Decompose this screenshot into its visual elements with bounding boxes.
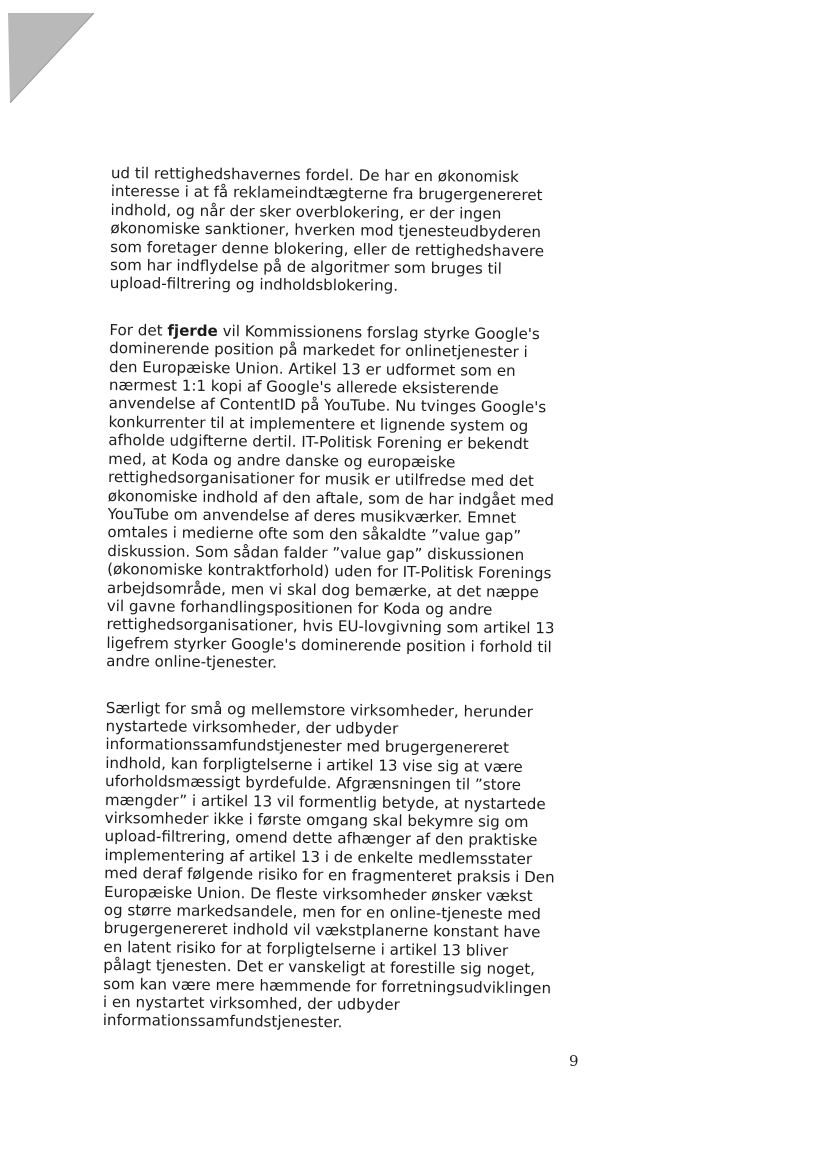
text-line: informationssamfundstjenester med brugergenereret — [105, 735, 509, 758]
text-line: indhold, og når der sker overblokering, er der ingen — [110, 200, 502, 223]
text-line: som kan være mere hæmmende for forretningsudviklingen — [103, 974, 552, 997]
text-line: implementering af artikel 13 i de enkelte medlemsstater — [104, 845, 533, 868]
text-line: den Europæiske Union. Artikel 13 er udformet som en — [108, 357, 516, 380]
text-line: som har indflydelse på de algoritmer som bruges til — [109, 256, 502, 278]
text-line: rettighedsorganisationer, hvis EU-lovgivning som artikel 13 — [106, 615, 555, 638]
text-line: med, at Koda og andre danske og europæiske — [108, 449, 456, 472]
text-line: virksomheder ikke i første omgang skal bekymre sig om — [104, 808, 529, 832]
text-line: rettighedsorganisationer for musik er utilfredse med det — [107, 468, 534, 491]
page-fold-corner — [8, 13, 94, 103]
text-line: interesse i at få reklameindtægterne fra brugergenereret — [110, 182, 543, 205]
text-line: dominerende position på markedet for onlinetjenester i — [109, 339, 528, 362]
text-line: konkurrenter til at implementere et lignende system og — [108, 412, 529, 435]
text-line: Særligt for små og mellemstore virksomheder, herunder — [105, 698, 533, 721]
text-run: For det — [109, 320, 168, 340]
paragraph-3 — [103, 699, 588, 1035]
text-line: vil gavne forhandlingspositionen for Koda og andre — [106, 596, 493, 619]
text-line: andre online-tjenester. — [106, 652, 278, 672]
text-line: som foretager denne blokering, eller de rettighedshavere — [110, 237, 545, 260]
text-line: uforholdsmæssigt byrdefulde. Afgrænsningen til ”store — [104, 772, 522, 795]
text-line: nystartede virksomheder, der udbyder — [105, 716, 399, 738]
page-number: 9 — [569, 1052, 579, 1070]
text-line: indhold, kan forpligtelserne i artikel 13 vise sig at være — [105, 753, 523, 776]
text-line: i en nystartet virksomhed, der udbyder — [102, 993, 400, 1014]
text-line: ligefrem styrker Google's dominerende position i forhold til — [106, 633, 552, 657]
text-line: pålagt tjenesten. Det er vanskeligt at forestille sig noget, — [103, 956, 536, 979]
text-line: upload-filtrering, omend dette afhænger af den praktiske — [104, 827, 538, 850]
emphasis-fjerde: fjerde — [167, 321, 218, 340]
paragraph-1 — [110, 164, 593, 297]
text-line: økonomiske indhold af den aftale, som de har indgået med — [107, 486, 555, 509]
text-line: med deraf følgende risiko for en fragmenteret praksis i Den — [104, 864, 555, 887]
text-line: brugergenereret indhold vil vækstplanerne konstant have — [103, 919, 541, 942]
text-line: (økonomiske kontraktforhold) uden for IT-Politisk Forenings — [107, 560, 552, 583]
text-line: mængder” i artikel 13 vil formentlig betyde, at nystartede — [104, 790, 546, 813]
text-line: økonomiske sanktioner, hverken mod tjenesteudbyderen — [110, 219, 542, 242]
text-line: og større markedsandele, men for en online-tjeneste med — [103, 900, 542, 924]
text-line: YouTube om anvendelse af deres musikværker. Emnet — [107, 504, 517, 527]
text-line: arbejdsområde, men vi skal dog bemærke, at det næppe — [106, 578, 539, 601]
text-line: upload-filtrering og indholdsblokering. — [109, 274, 399, 296]
text-line: diskussion. Som sådan falder ”value gap” diskussionen — [107, 541, 525, 564]
text-line: Europæiske Union. De fleste virksomheder ønsker vækst — [103, 882, 533, 905]
text-run: vil Kommissionens forslag styrke Google's — [217, 321, 540, 343]
text-line: en latent risiko for at forpligtelserne i artikel 13 bliver — [103, 937, 509, 960]
text-line: anvendelse af ContentID på YouTube. Nu tvinges Google's — [108, 394, 547, 417]
paragraph-2 — [106, 321, 591, 675]
text-line: informationssamfundstjenester. — [102, 1011, 343, 1032]
text-line: ud til rettighedshavernes fordel. De har en økonomisk — [110, 164, 519, 186]
document-body — [103, 164, 593, 1034]
text-line: nærmest 1:1 kopi af Google's allerede eksisterende — [108, 376, 499, 398]
text-line: afholde udgifterne dertil. IT-Politisk Forening er bekendt — [108, 431, 529, 454]
text-line: omtales i medierne ofte som den såkaldte ”value gap” — [107, 523, 522, 546]
